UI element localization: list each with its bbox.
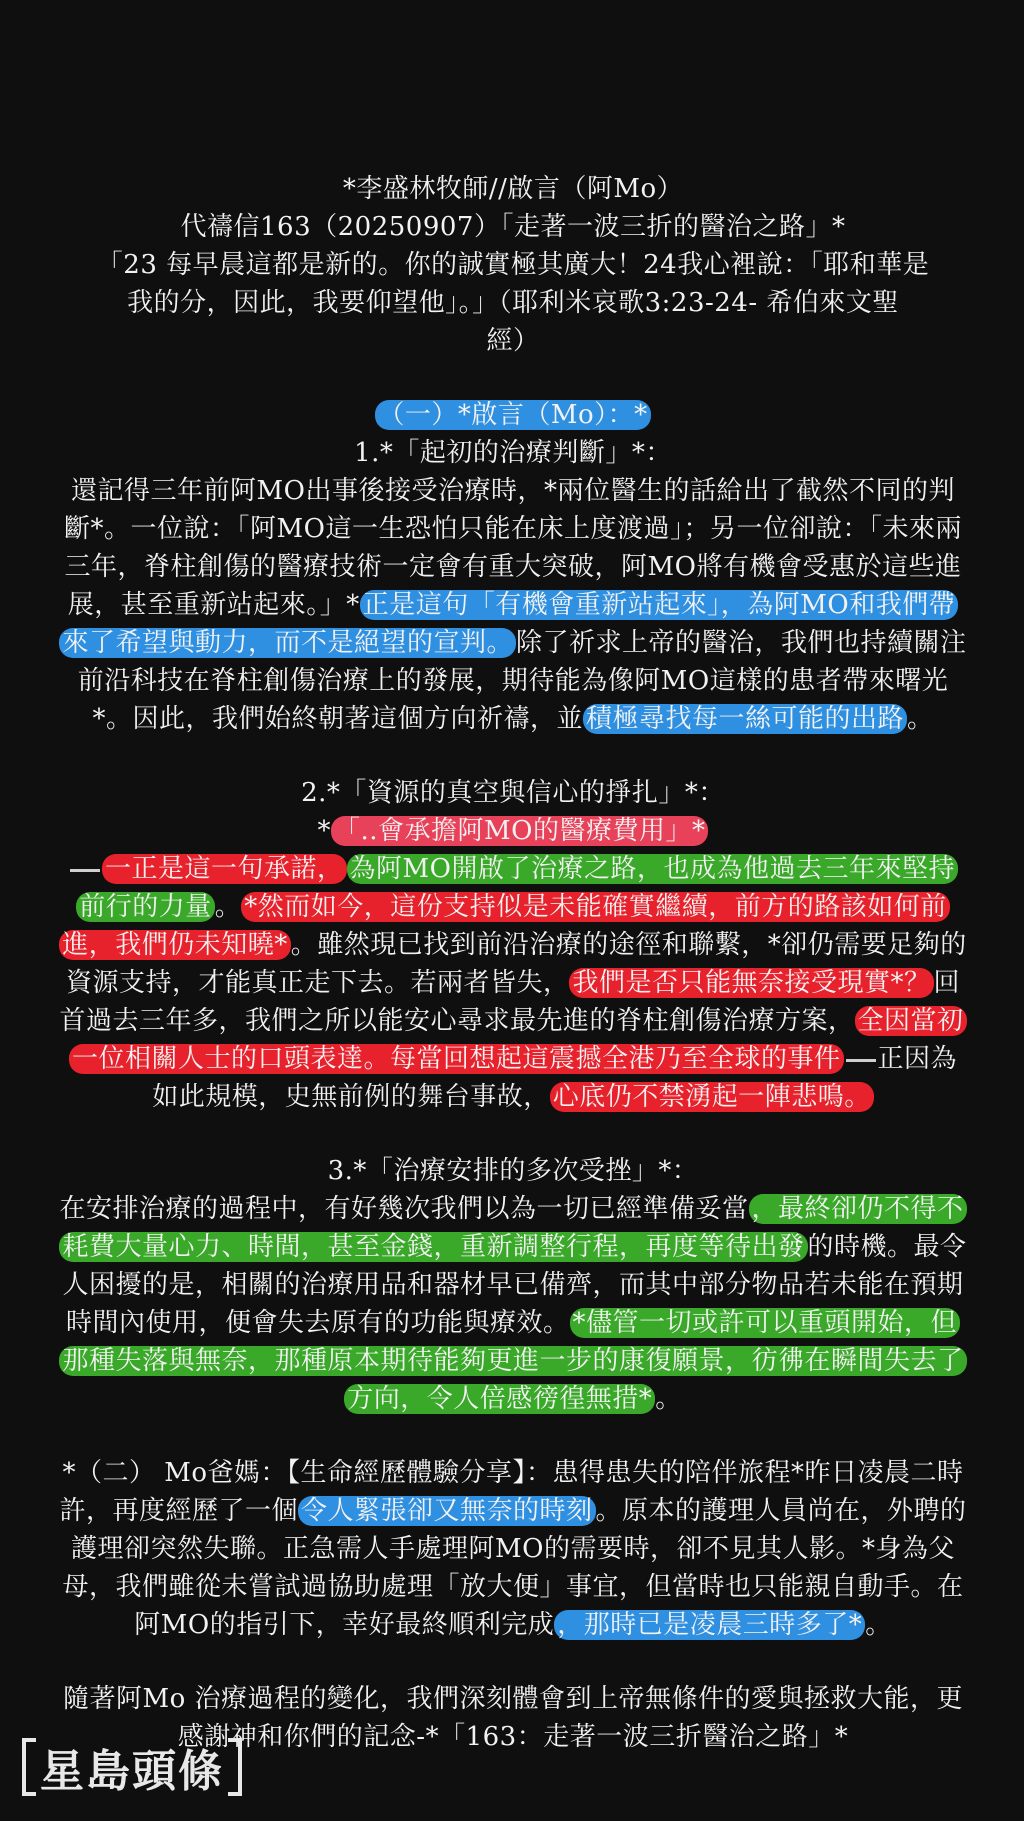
sub-3-text-2: 的時機。最令人困擾的是，相關的治療用品和器材早已備齊，而其中部分物品若未能在預期時間內使用，便會失去原有的功能與療效。 [62, 1232, 967, 1338]
brand-logo [22, 1735, 242, 1799]
sub-1-title: 1.*「起初的治療判斷」*： [354, 438, 672, 468]
closing-paragraph: 隨著阿Mo 治療過程的變化，我們深刻體會到上帝無條件的愛與拯救大能，更感謝神和你們的記念-*「163：走著一波三折醫治之路」* [62, 1684, 964, 1752]
sub-2-body: 一正是這一句承諾， 為阿MO開啟了治療之路，也成為他過去三年來堅持前行的力量 。 *然而如今，這份支持似是未能確實繼續，前方的路該如何前進，我們仍未知曉* 。雖然現已找到前沿治療的途徑和聯繫，*卻仍需要足夠的資源支持，才能真正走下去。若兩者皆失， 我們是否只能無奈接受現實*？ 回首過去三年多，我們之所以能安心尋求最先進的脊柱創傷治療方案， 全因當初一位相關人士的口頭表達。每當回想起這震撼全港乃至全球的事件 正因為如此規模，史無前例的舞台事故， 心底仍不禁湧起一陣悲鳴。 [59, 854, 967, 1112]
sub-1-text-2: 除了祈求上帝的醫治，我們也持續關注前沿科技在脊柱創傷治療上的發展，期待能為像阿MO這樣的患者帶來曙光*。因此，我們始終朝著這個方向祈禱，並 [77, 628, 967, 734]
letter-document [58, 170, 968, 1756]
sub-1-highlight-2: 積極尋找每一絲可能的出路 [583, 704, 907, 734]
sub-3-highlight-green-2: *儘管一切或許可以重頭開始，但那種失落與無奈，那種原本期待能夠更進一步的康復願景，彷彿在瞬間失去了方向，令人倍感徬徨無措* [59, 1308, 966, 1414]
section-2-highlight-2: ，那時已是凌晨三時多了* [554, 1610, 865, 1640]
sub-3-title: 3.*「治療安排的多次受挫」*： [327, 1156, 699, 1186]
section-1-heading [58, 396, 968, 434]
sub-1-text-1: 還記得三年前阿MO出事後接受治療時，*兩位醫生的話給出了截然不同的判斷*。一位說：「阿MO這一生恐怕只能在床上度渡過」；另一位卻說：「未來兩三年，脊柱創傷的醫療技術一定會有重大突破，阿MO將有機會受惠於這些進展，甚至重新站起來。」* [64, 476, 962, 620]
verse-line-3: 經） [486, 326, 540, 356]
logo-bracket-left [22, 1738, 36, 1796]
sub-2-highlight-red-1: 一正是這一句承諾， [102, 854, 347, 884]
sub-2-quote-highlight: 「..會承擔阿MO的醫療費用」* [331, 816, 708, 846]
sub-2-text-2: 回首過去三年多，我們之所以能安心尋求最先進的脊柱創傷治療方案， [59, 968, 961, 1036]
section-2-text-2: 。原本的護理人員尚在，外聘的護理卻突然失聯。正急需人手處理阿MO的需要時，卻不見其人影。*身為父母，我們雖從未嘗試過協助處理「放大便」事宜，但當時也只能親自動手。在阿MO的指引下，幸好最終順利完成 [62, 1496, 967, 1640]
sub-3-text-1: 在安排治療的過程中，有好幾次我們以為一切已經準備妥當 [59, 1194, 749, 1224]
sub-2-text-1: 。雖然現已找到前沿治療的途徑和聯繫，*卻仍需要足夠的資源支持，才能真正走下去。若兩者皆失， [65, 930, 967, 998]
sub-2-quote: * 「..會承擔阿MO的醫療費用」* [58, 812, 968, 850]
author-line: *李盛林牧師//啟言（阿Mo） [342, 174, 684, 204]
section-2-highlight-1: 令人緊張卻又無奈的時刻 [298, 1496, 596, 1526]
sub-2-highlight-red-4: 全因當初一位相關人士的口頭表達。每當回想起這震撼全港乃至全球的事件 [69, 1006, 967, 1074]
letter-title: 代禱信163（20250907）「走著一波三折的醫治之路」* [180, 212, 846, 242]
sub-2-title: 2.*「資源的真空與信心的掙扎」*： [301, 778, 725, 808]
sub-2-highlight-green-1: 為阿MO開啟了治療之路，也成為他過去三年來堅持前行的力量 [76, 854, 958, 922]
logo-text: 星島頭條 [40, 1746, 224, 1797]
sub-3-body: 在安排治療的過程中，有好幾次我們以為一切已經準備妥當 ，最終卻仍不得不耗費大量心力、時間，甚至金錢，重新調整行程，再度等待出發 的時機。最令人困擾的是，相關的治療用品和器材早已備齊，而其中部分物品若未能在預期時間內使用，便會失去原有的功能與療效。 *儘管一切或許可以重頭開始，但那種失落與無奈，那種原本期待能夠更進一步的康復願景，彷彿在瞬間失去了方向，令人倍感徬徨無措* 。 [59, 1194, 967, 1414]
section-1-heading-highlight: （一）*啟言（Mo）：* [375, 400, 650, 430]
sub-2-highlight-red-2: *然而如今，這份支持似是未能確實繼續，前方的路該如何前進，我們仍未知曉* [59, 892, 950, 960]
sub-2-text-3: 正因為如此規模，史無前例的舞台事故， [152, 1044, 958, 1112]
sub-2-highlight-red-3: 我們是否只能無奈接受現實*？ [569, 968, 933, 998]
sub-3-highlight-green-1: ，最終卻仍不得不耗費大量心力、時間，甚至金錢，重新調整行程，再度等待出發 [59, 1194, 966, 1262]
sub-1-highlight-1: 正是這句「有機會重新站起來」，為阿MO和我們帶來了希望與動力，而不是絕望的宣判。 [59, 590, 958, 658]
verse-line-1: 「23 每早晨這都是新的。你的誠實極其廣大！24我心裡說：「耶和華是 [96, 250, 930, 280]
section-2-body: *（二） Mo爸媽：【生命經歷體驗分享】：患得患失的陪伴旅程*昨日凌晨二時許，再度經歷了一個 令人緊張卻又無奈的時刻 。原本的護理人員尚在，外聘的護理卻突然失聯。正急需人手處理阿MO的需要時，卻不見其人影。*身為父母，我們雖從未嘗試過協助處理「放大便」事宜，但當時也只能親自動手。在阿MO的指引下，幸好最終順利完成 ，那時已是凌晨三時多了* 。 [59, 1458, 967, 1640]
dash-divider [846, 1059, 876, 1062]
verse-line-2: 我的分，因此，我要仰望他」。」（耶利米哀歌3:23-24- 希伯來文聖 [127, 288, 899, 318]
section-2-text-1: *（二） Mo爸媽：【生命經歷體驗分享】：患得患失的陪伴旅程*昨日凌晨二時許，再度經歷了一個 [59, 1458, 964, 1526]
sub-2-highlight-red-5: 心底仍不禁湧起一陣悲鳴。 [550, 1082, 874, 1112]
dash-divider [70, 869, 100, 872]
sub-1-body: 還記得三年前阿MO出事後接受治療時，*兩位醫生的話給出了截然不同的判斷*。一位說：「阿MO這一生恐怕只能在床上度渡過」；另一位卻說：「未來兩三年，脊柱創傷的醫療技術一定會有重大突破，阿MO將有機會受惠於這些進展，甚至重新站起來。」* 正是這句「有機會重新站起來」，為阿MO和我們帶來了希望與動力，而不是絕望的宣判。 除了祈求上帝的醫治，我們也持續關注前沿科技在脊柱創傷治療上的發展，期待能為像阿MO這樣的患者帶來曙光*。因此，我們始終朝著這個方向祈禱，並 積極尋找每一絲可能的出路 。 [58, 472, 968, 738]
logo-bracket-right [228, 1738, 242, 1796]
